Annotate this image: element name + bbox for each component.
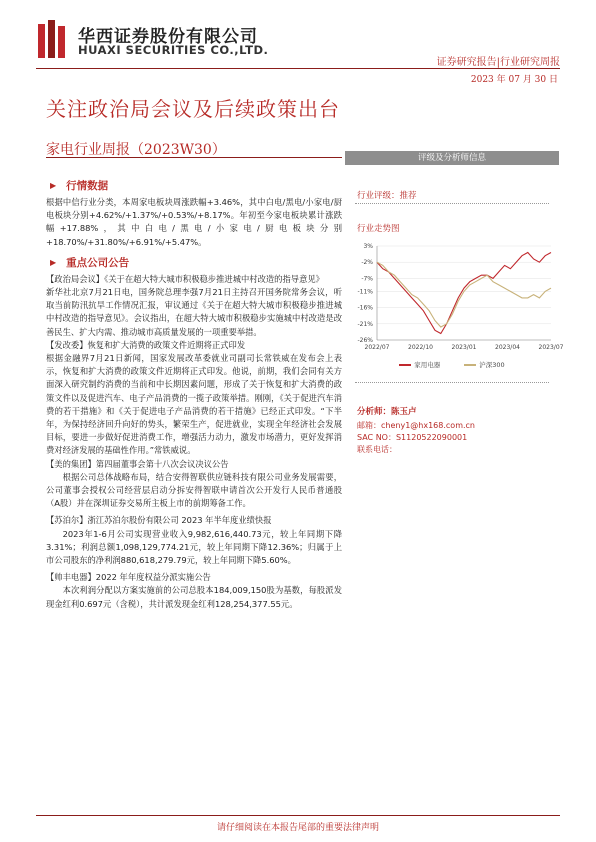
report-date: 2023 年 07 月 30 日 (470, 75, 558, 85)
divider (355, 203, 549, 204)
report-title: 关注政治局会议及后续政策出台 (46, 97, 340, 121)
analyst-sac: SAC NO：S1120522090001 (357, 433, 468, 442)
announcement-body: 2023年1-6月公司实现营业收入9,982,616,440.73元，较上年同期下降3.31%；利润总额1,098,129,774.21元，较上年同期下降12.36%；归属于上市公司股东的净利润880,618,279.79元，较上年同期下降5.60%。 (46, 528, 342, 566)
announcement-title: 2022 年年度权益分派实施公告 (95, 572, 211, 583)
divider (355, 382, 549, 383)
x-tick-label: 2022/07 (364, 344, 390, 351)
announcement-body: 本次利润分配以方案实施前的公司总股本184,009,150股为基数，每股派发现金红利0.697元（含税），共计派发现金红利128,254,377.55元。 (46, 585, 342, 609)
bullet-icon: ▶ (50, 257, 57, 267)
announcement-title: 恢复和扩大消费的政策文件近期将正式印发 (87, 339, 246, 350)
announcement-tag: 【美的集团】 (46, 458, 96, 469)
analyst-email[interactable]: 邮箱：cheny1@hx168.com.cn (357, 421, 475, 430)
analyst-phone: 联系电话： (357, 445, 397, 454)
legal-notice: 请仔细阅读在本报告尾部的重要法律声明 (216, 823, 379, 833)
y-tick-label: 3% (363, 243, 373, 250)
x-tick-label: 2023/04 (495, 344, 520, 351)
y-tick-label: -11% (357, 288, 373, 296)
brand-name-cn: 华西证券股份有限公司 (78, 27, 258, 47)
main-content (46, 176, 342, 611)
y-tick-label: -7% (361, 275, 373, 283)
announcement-item (46, 571, 342, 611)
x-tick-label: 2022/10 (408, 344, 433, 351)
trend-chart-label: 行业走势图 (357, 224, 400, 234)
announcement-item (46, 339, 342, 458)
series-line (377, 253, 551, 334)
announcement-body: 新华社北京7月21日电，国务院总理李强7月21日主持召开国务院常务会议，听取当前防汛抗旱工作情况汇报，审议通过《关于在超大特大城市积极稳步推进城中村改造的指导意见》。会议指出，在超大特大城市积极稳步实施城中村改造是改善民生、扩大内需、推动城市高质量发展的一项重要举措。 (46, 287, 342, 337)
section-announcements-heading: ▶ 重点公司公告 (50, 256, 130, 269)
y-tick-label: -21% (357, 320, 373, 328)
title-divider (46, 157, 342, 158)
announcement-title: 浙江苏泊尔股份有限公司 2023 年半年度业绩快报 (87, 515, 272, 526)
y-tick-label: -2% (361, 259, 373, 267)
trend-chart (345, 240, 564, 370)
sidebar (345, 151, 564, 456)
report-type-tagline: 证券研究报告|行业研究周报 (436, 57, 560, 68)
announcement-title: 《关于在超大特大城市积极稳步推进城中村改造的指导意见》 (104, 273, 324, 284)
analyst-name: 分析师：陈玉卢 (357, 407, 417, 417)
header-divider (36, 68, 560, 69)
announcement-tag: 【苏泊尔】 (46, 515, 88, 526)
bullet-icon: ▶ (50, 181, 57, 190)
announcement-body: 根据公司总体战略布局，结合安得智联供应链科技有限公司业务发展需要，公司董事会授权公司经营层启动分拆安得智联申请首次公开发行人民币普通股（A股）并在深圳证券交易所主板上市的前期筹备工作。 (46, 471, 342, 509)
market-summary: 根据中信行业分类，本周家电板块周涨跌幅+3.46%，其中白电/黑电/小家电/厨电板块分别+4.62%/+1.37%/+0.53%/+8.17%。年初至今家电板块累计涨跌幅+17.88%，其中白电/黑电/小家电/厨电板块分别+18.70%/+31.80%/+6.91%/+5.47%。 (46, 197, 342, 247)
announcement-body: 根据金融界7月21日新闻，国家发展改革委就业司副司长常铁威在发布会上表示，恢复和扩大消费的政策文件近期将正式印发。他说，前期，我们会同有关方面深入研究制约消费的当前和中长期因素问题，形成了关于恢复和扩大消费的政策文件以及促进汽车、电子产品消费的一揽子政策举措。刚刚，《关于促进汽车消费的若干措施》和《关于促进电子产品消费的若干措施》已经正式印发。“下半年，为保持经济回升向好的势头，繁荣生产，促进就业，实现全年经济社会发展目标，要进一步做好促进消费工作，增强活力动力，激发市场潜力，更好发挥消费对经济发展的基础性作用。”常铁威说。 (46, 353, 342, 456)
legend-swatch (399, 364, 411, 366)
footer-divider (36, 815, 560, 816)
y-tick-label: -26% (357, 337, 373, 344)
industry-rating: 行业评级：推荐 (357, 191, 417, 201)
legend-swatch (464, 364, 476, 366)
announcement-item (46, 273, 342, 339)
company-logo-icon (38, 20, 66, 58)
report-subtitle: 家电行业周报（2023W30） (46, 142, 226, 158)
x-tick-label: 2023/01 (451, 344, 477, 351)
announcement-tag: 【发改委】 (46, 339, 88, 350)
announcement-item (46, 458, 342, 511)
announcement-item (46, 514, 342, 567)
announcement-tag: 【帅丰电器】 (46, 572, 96, 583)
trend-chart-svg (345, 240, 564, 358)
announcement-tag: 【政治局会议】 (46, 273, 105, 284)
series-line (377, 262, 551, 327)
legend-item: 沪深300 (464, 360, 504, 369)
chart-legend (345, 360, 559, 369)
announcement-title: 第四届董事会第十八次会议决议公告 (95, 458, 229, 469)
section-market-heading: ▶ 行情数据 (50, 180, 109, 192)
brand-name-en: HUAXI SECURITIES CO.,LTD. (78, 43, 269, 57)
legend-item: 家用电器 (399, 360, 440, 369)
x-tick-label: 2023/07 (538, 344, 564, 351)
sidebar-header: 评级及分析师信息 (345, 151, 559, 165)
y-tick-label: -16% (357, 304, 373, 312)
